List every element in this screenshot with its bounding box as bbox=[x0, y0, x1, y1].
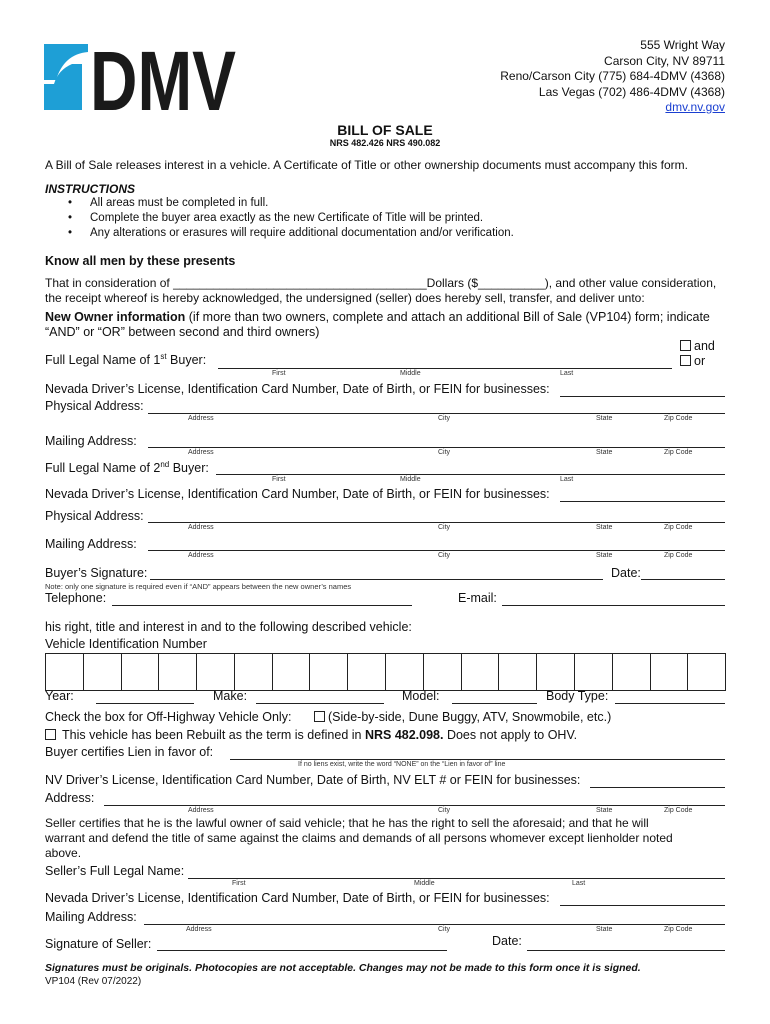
and-label: and bbox=[694, 339, 715, 353]
vin-cell[interactable] bbox=[46, 654, 84, 690]
vin-cell[interactable] bbox=[197, 654, 235, 690]
buyer2-name-label bbox=[45, 460, 209, 475]
vin-cell[interactable] bbox=[651, 654, 689, 690]
sub-label-middle: Middle bbox=[400, 476, 421, 483]
rebuilt-text: This vehicle has been Rebuilt as the term is defined in bbox=[62, 728, 365, 742]
new-owner-text: (if more than two owners, complete and attach an additional Bill of Sale (VP104) form; indicate bbox=[185, 310, 710, 324]
seller-certifies bbox=[45, 816, 673, 861]
model-label: Model: bbox=[402, 689, 440, 703]
vin-cell[interactable] bbox=[84, 654, 122, 690]
ohv-checkbox[interactable] bbox=[314, 710, 611, 724]
sub-label-city: City bbox=[438, 926, 451, 933]
vin-grid bbox=[45, 653, 726, 691]
buyer2-sup: nd bbox=[160, 460, 170, 469]
rebuilt-post: Does not apply to OHV. bbox=[443, 728, 578, 742]
buyer2-dl-input[interactable] bbox=[560, 501, 725, 502]
statutes: NRS 482.426 NRS 490.082 bbox=[329, 138, 441, 148]
sub-label-state: State bbox=[596, 926, 613, 933]
sub-label-first: First bbox=[232, 880, 246, 887]
instructions-list bbox=[68, 196, 514, 241]
body-type-input[interactable] bbox=[615, 703, 725, 704]
sub-label-city: City bbox=[438, 807, 451, 814]
vin-cell[interactable] bbox=[386, 654, 424, 690]
sub-label-address: Address bbox=[188, 552, 214, 559]
sub-label-middle: Middle bbox=[414, 880, 435, 887]
footer-notice: Signatures must be originals. Photocopies are not acceptable. Changes may not be made to this form once it is signed. bbox=[45, 962, 641, 974]
checkbox-icon[interactable] bbox=[314, 711, 325, 722]
or-checkbox[interactable] bbox=[680, 354, 705, 368]
sub-label-address: Address bbox=[188, 524, 214, 531]
lien-input[interactable] bbox=[230, 759, 725, 760]
sub-label-zip: Zip Code bbox=[664, 807, 693, 814]
buyer2-dl-label: Nevada Driver’s License, Identification Card Number, Date of Birth, or FEIN for businesses: bbox=[45, 487, 550, 501]
body-type-label: Body Type: bbox=[546, 689, 609, 703]
sub-label-city: City bbox=[438, 415, 451, 422]
year-input[interactable] bbox=[96, 703, 194, 704]
new-owner-text-2: “AND” or “OR” between second and third owners) bbox=[45, 325, 320, 339]
know-all-heading: Know all men by these presents bbox=[45, 254, 236, 268]
vin-cell[interactable] bbox=[575, 654, 613, 690]
sub-label-state: State bbox=[596, 524, 613, 531]
buyer-signature-input[interactable] bbox=[150, 579, 603, 580]
sub-label-first: First bbox=[272, 370, 286, 377]
sub-label-zip: Zip Code bbox=[664, 415, 693, 422]
buyer2-name-input[interactable] bbox=[216, 474, 725, 475]
seller-dl-label: Nevada Driver’s License, Identification Card Number, Date of Birth, or FEIN for businesses: bbox=[45, 891, 550, 905]
instructions-heading: INSTRUCTIONS bbox=[45, 182, 135, 196]
buyer1-name-text: Full Legal Name of 1 bbox=[45, 353, 161, 368]
seller-certifies-line: above. bbox=[45, 846, 82, 860]
sub-label-last: Last bbox=[572, 880, 586, 887]
lien-dl-input[interactable] bbox=[590, 787, 725, 788]
lien-note: If no liens exist, write the word “NONE” on the “Lien in favor of” line bbox=[298, 761, 506, 768]
new-owner-heading: New Owner information bbox=[45, 310, 186, 324]
page-title: BILL OF SALE bbox=[337, 122, 433, 138]
address-line: Reno/Carson City (775) 684-4DMV (4368) bbox=[500, 69, 725, 83]
and-checkbox[interactable] bbox=[680, 339, 715, 353]
vin-cell[interactable] bbox=[537, 654, 575, 690]
sub-label-state: State bbox=[596, 552, 613, 559]
rebuilt-nrs: NRS 482.098. bbox=[364, 728, 444, 742]
vin-cell[interactable] bbox=[235, 654, 273, 690]
seller-name-input[interactable] bbox=[188, 878, 725, 879]
vin-label: Vehicle Identification Number bbox=[45, 637, 207, 651]
buyer1-physical-label: Physical Address: bbox=[45, 399, 144, 413]
sub-label-state: State bbox=[596, 807, 613, 814]
form-id: VP104 (Rev 07/2022) bbox=[45, 976, 142, 987]
sub-label-first: First bbox=[272, 476, 286, 483]
vin-cell[interactable] bbox=[159, 654, 197, 690]
sub-label-address: Address bbox=[188, 807, 214, 814]
buyer1-dl-input[interactable] bbox=[560, 396, 725, 397]
vin-cell[interactable] bbox=[462, 654, 500, 690]
sub-label-state: State bbox=[596, 449, 613, 456]
address-line: Carson City, NV 89711 bbox=[604, 53, 725, 68]
buyer1-mailing-label: Mailing Address: bbox=[45, 434, 137, 448]
buyer-date-label: Date: bbox=[611, 566, 641, 580]
vin-cell[interactable] bbox=[273, 654, 311, 690]
intro-text: A Bill of Sale releases interest in a vehicle. A Certificate of Title or other ownership documents must accompany this form. bbox=[45, 158, 688, 172]
buyer1-sup: st bbox=[160, 352, 167, 361]
seller-date-label: Date: bbox=[492, 934, 522, 948]
seller-name-label: Seller’s Full Legal Name: bbox=[45, 864, 185, 878]
sub-label-middle: Middle bbox=[400, 370, 421, 377]
model-input[interactable] bbox=[452, 703, 537, 704]
consideration-line-1: That in consideration of ______________________________________Dollars ($__________), and other value consideration, bbox=[45, 276, 717, 290]
buyer2-physical-label: Physical Address: bbox=[45, 509, 144, 523]
sub-label-address: Address bbox=[188, 415, 214, 422]
sub-label-city: City bbox=[438, 524, 451, 531]
buyer1-physical-input[interactable] bbox=[148, 413, 725, 414]
vin-cell[interactable] bbox=[348, 654, 386, 690]
sub-label-city: City bbox=[438, 449, 451, 456]
logo-text: DMV bbox=[90, 34, 236, 128]
buyer1-name-input[interactable] bbox=[218, 368, 672, 369]
seller-mailing-input[interactable] bbox=[144, 924, 725, 925]
buyer2-physical-input[interactable] bbox=[148, 522, 725, 523]
vehicle-intro: his right, title and interest in and to the following described vehicle: bbox=[45, 620, 412, 634]
list-item: • Complete the buyer area exactly as the new Certificate of Title will be printed. bbox=[68, 211, 514, 226]
sub-label-address: Address bbox=[186, 926, 212, 933]
vin-cell[interactable] bbox=[310, 654, 348, 690]
rebuilt-checkbox[interactable] bbox=[45, 728, 577, 742]
checkbox-icon[interactable] bbox=[680, 340, 691, 351]
lien-address-input[interactable] bbox=[104, 805, 725, 806]
buyer1-suffix: Buyer: bbox=[166, 353, 207, 368]
vin-cell[interactable] bbox=[499, 654, 537, 690]
vin-cell[interactable] bbox=[424, 654, 462, 690]
address-line: 555 Wright Way bbox=[640, 38, 725, 52]
sub-label-zip: Zip Code bbox=[664, 524, 693, 531]
vin-cell[interactable] bbox=[613, 654, 651, 690]
seller-mailing-label: Mailing Address: bbox=[45, 910, 137, 924]
buyer1-name-label bbox=[45, 352, 206, 367]
sub-label-zip: Zip Code bbox=[664, 552, 693, 559]
buyer2-mailing-input[interactable] bbox=[148, 550, 725, 551]
vin-cell[interactable] bbox=[688, 654, 725, 690]
sub-label-last: Last bbox=[560, 370, 574, 377]
address-line: Las Vegas (702) 486-4DMV (4368) bbox=[538, 84, 725, 99]
seller-certifies-line: Seller certifies that he is the lawful owner of said vehicle; that he has the right to sell the aforesaid; and that he will bbox=[45, 816, 649, 830]
consideration-line-2: the receipt whereof is hereby acknowledged, the undersigned (seller) does hereby sell, transfer, and deliver unto: bbox=[45, 291, 645, 305]
sub-label-address: Address bbox=[188, 449, 214, 456]
list-item: • All areas must be completed in full. bbox=[68, 196, 514, 211]
buyer-signature-label: Buyer’s Signature: bbox=[45, 566, 148, 580]
sub-label-state: State bbox=[596, 415, 613, 422]
buyer2-name-text: Full Legal Name of 2 bbox=[45, 461, 161, 476]
ohv-label: Check the box for Off-Highway Vehicle Only: bbox=[45, 710, 292, 724]
make-label: Make: bbox=[213, 689, 248, 703]
vin-cell[interactable] bbox=[122, 654, 160, 690]
seller-signature-input[interactable] bbox=[157, 950, 447, 951]
lien-address-label: Address: bbox=[45, 791, 95, 805]
buyer-date-input[interactable] bbox=[641, 579, 725, 580]
buyer1-dl-label: Nevada Driver’s License, Identification Card Number, Date of Birth, or FEIN for businesses: bbox=[45, 382, 550, 396]
year-label: Year: bbox=[45, 689, 74, 703]
dmv-logo bbox=[44, 34, 236, 128]
seller-date-input[interactable] bbox=[527, 950, 725, 951]
buyer1-mailing-input[interactable] bbox=[148, 447, 725, 448]
sub-label-zip: Zip Code bbox=[664, 926, 693, 933]
email-input[interactable] bbox=[502, 605, 725, 606]
checkbox-icon[interactable] bbox=[680, 355, 691, 366]
new-owner-block bbox=[45, 310, 710, 324]
seller-certifies-line: warrant and defend the title of same against the claims and demands of all persons whomever except lienholder noted bbox=[45, 831, 673, 845]
buyer2-suffix: Buyer: bbox=[169, 461, 209, 476]
header-address bbox=[500, 38, 725, 116]
or-label: or bbox=[694, 354, 706, 368]
ohv-option-text: (Side-by-side, Dune Buggy, ATV, Snowmobile, etc.) bbox=[328, 710, 612, 724]
make-input[interactable] bbox=[256, 703, 384, 704]
checkbox-icon[interactable] bbox=[45, 729, 56, 740]
sub-label-last: Last bbox=[560, 476, 574, 483]
website-link[interactable]: dmv.nv.gov bbox=[665, 100, 725, 114]
telephone-input[interactable] bbox=[112, 605, 412, 606]
telephone-label: Telephone: bbox=[45, 591, 107, 605]
sub-label-city: City bbox=[438, 552, 451, 559]
email-label: E-mail: bbox=[458, 591, 497, 605]
seller-dl-input[interactable] bbox=[560, 905, 725, 906]
buyer2-mailing-label: Mailing Address: bbox=[45, 537, 137, 551]
seller-signature-label: Signature of Seller: bbox=[45, 937, 152, 951]
list-item: • Any alterations or erasures will require additional documentation and/or verification. bbox=[68, 226, 514, 241]
signature-note: Note: only one signature is required even if “AND” appears between the new owner’s names bbox=[45, 582, 352, 591]
lien-label: Buyer certifies Lien in favor of: bbox=[45, 745, 214, 759]
lien-dl-label: NV Driver’s License, Identification Card Number, Date of Birth, NV ELT # or FEIN for businesses: bbox=[45, 773, 581, 787]
sub-label-zip: Zip Code bbox=[664, 449, 693, 456]
